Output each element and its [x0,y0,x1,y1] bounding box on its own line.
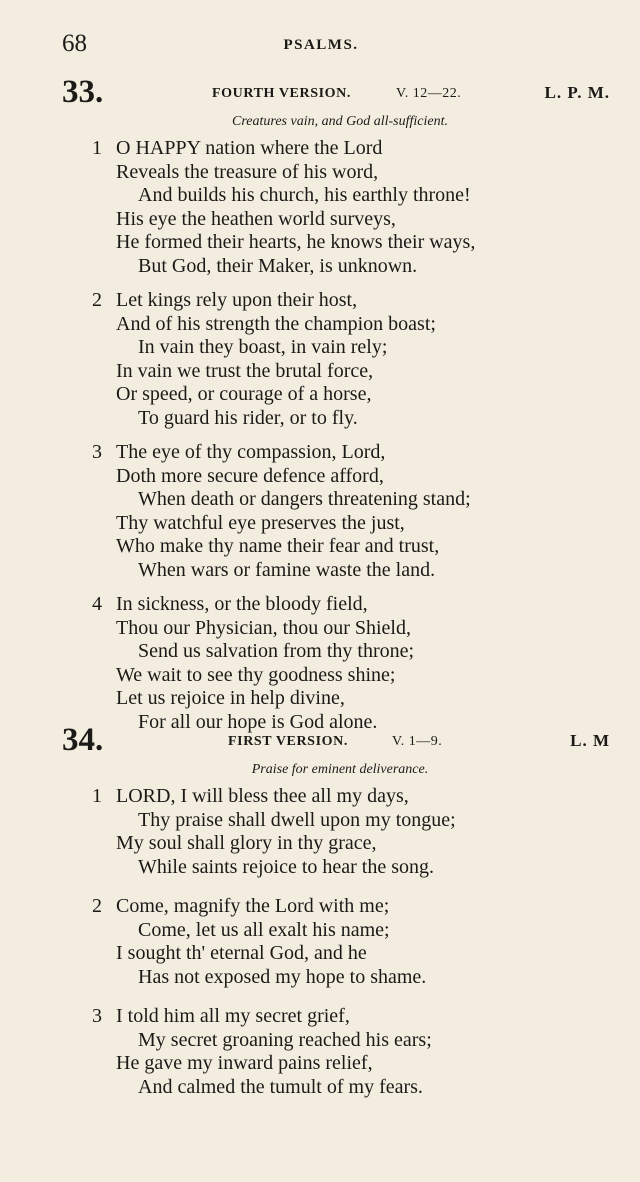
hymn-line: When death or dangers threatening stand; [138,488,471,510]
hymn-line: Thy watchful eye preserves the just, [116,511,405,534]
hymn-line: While saints rejoice to hear the song. [138,855,435,878]
running-title: PSALMS. [283,37,359,53]
psalm-subtitle: Praise for eminent deliverance. [251,762,429,777]
psalm-subtitle: Creatures vain, and God all-sufficient. [232,114,448,129]
hymn-line: O HAPPY nation where the Lord [116,137,383,159]
psalm-number: 34. [62,722,104,758]
psalm-heading [0,722,640,758]
verse-number: 3 [92,441,102,463]
hymn-line: But God, their Maker, is unknown. [138,254,418,277]
hymn-line: In sickness, or the bloody field, [116,593,368,615]
hymn-line: To guard his rider, or to fly. [138,406,358,429]
psalm-heading [0,74,640,110]
version-label: FIRST VERSION. [228,734,348,749]
verse-number: 1 [92,785,102,807]
verses-reference: V. 12—22. [396,86,462,101]
hymn-line: He formed their hearts, he knows their ways, [116,231,476,253]
hymn-line: For all our hope is God alone. [138,710,378,733]
verse-number: 2 [92,895,102,917]
hymn-line: And builds his church, his earthly throne! [138,184,471,206]
hymn-line: When wars or famine waste the land. [138,558,436,581]
hymn-line: My secret groaning reached his ears; [138,1028,432,1051]
hymn-line: Send us salvation from thy throne; [138,640,415,662]
stanza [0,785,640,879]
hymn-line: Thou our Physician, thou our Shield, [116,616,411,639]
stanza [0,289,640,430]
verse-number: 4 [92,593,102,615]
hymn-line: Who make thy name their fear and trust, [116,535,440,557]
verse-number: 1 [92,137,102,159]
psalm-33 [0,74,640,745]
verse-number: 2 [92,289,102,311]
hymn-line: Has not exposed my hope to shame. [138,965,427,988]
hymn-line: Let us rejoice in help divine, [116,687,345,709]
meter-label: L. P. M. [544,83,610,102]
hymn-line: And calmed the tumult of my fears. [138,1075,423,1098]
verses-reference: V. 1—9. [392,734,443,749]
psalm-number: 33. [62,74,104,110]
meter-label: L. M [570,731,610,750]
hymn-line: Come, let us all exalt his name; [138,918,390,941]
hymn-line: Come, magnify the Lord with me; [116,895,390,917]
stanza [0,441,640,582]
hymn-line: LORD, I will bless thee all my days, [116,785,409,807]
hymn-line: Or speed, or courage of a horse, [116,383,372,405]
running-head [62,30,610,60]
psalm-34 [0,722,640,1110]
hymn-line: We wait to see thy goodness shine; [116,663,396,686]
hymn-line: Doth more secure defence afford, [116,464,384,487]
hymn-line: He gave my inward pains relief, [116,1052,373,1074]
hymn-line: The eye of thy compassion, Lord, [116,441,386,463]
stanza [0,1005,640,1099]
hymn-line: And of his strength the champion boast; [116,312,436,335]
hymn-line: In vain they boast, in vain rely; [138,336,388,358]
hymn-line: Thy praise shall dwell upon my tongue; [138,808,456,831]
hymn-line: My soul shall glory in thy grace, [116,832,377,854]
hymn-line: I sought th' eternal God, and he [116,942,367,964]
page-number: 68 [62,30,87,57]
hymn-line: His eye the heathen world surveys, [116,207,396,230]
stanza [0,895,640,989]
verse-number: 3 [92,1005,102,1027]
hymn-line: Reveals the treasure of his word, [116,160,379,183]
stanza [0,137,640,278]
hymn-line: In vain we trust the brutal force, [116,359,374,382]
stanza [0,593,640,734]
hymn-line: Let kings rely upon their host, [116,289,358,311]
hymn-line: I told him all my secret grief, [116,1005,350,1027]
version-label: FOURTH VERSION. [212,86,351,101]
